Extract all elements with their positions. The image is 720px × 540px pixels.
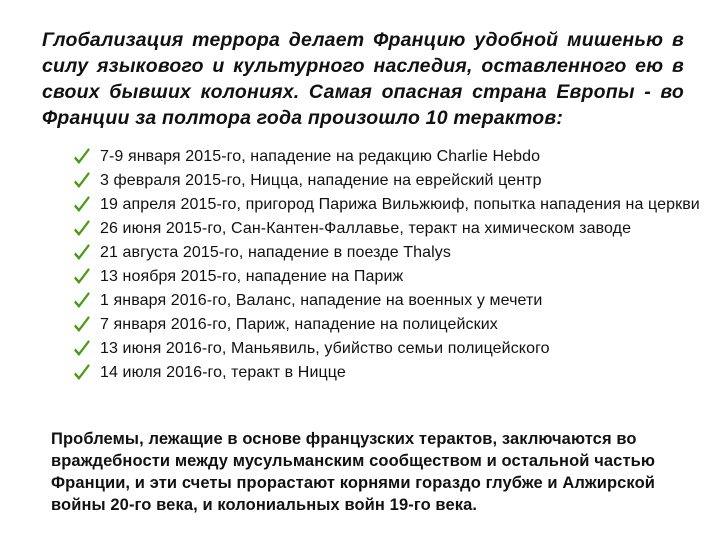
list-item-text: 13 июня 2016-го, Маньявиль, убийство семьи полицейского <box>100 340 550 357</box>
checkmark-icon <box>72 218 92 240</box>
list-item <box>74 218 704 240</box>
intro-paragraph: Глобализация террора делает Францию удобной мишенью в силу языкового и культурного наследия, оставленного ею в своих бывших колониях. Самая опасная страна Европы - во Франции за полтора года произошло 10 терактов: <box>42 29 684 129</box>
checkmark-icon <box>72 242 92 264</box>
checkmark-icon <box>72 338 92 360</box>
list-item <box>74 290 704 312</box>
list-item <box>74 314 704 336</box>
checkmark-icon <box>72 362 92 384</box>
checkmark-icon <box>72 194 92 216</box>
checkmark-icon <box>72 290 92 312</box>
list-item-text: 14 июля 2016-го, теракт в Ницце <box>100 364 346 381</box>
list-item-text: 19 апреля 2015-го, пригород Парижа Вильжюиф, попытка нападения на церкви <box>100 196 700 213</box>
checkmark-icon <box>72 170 92 192</box>
terror-attacks-list <box>74 146 704 384</box>
list-item-text: 21 августа 2015-го, нападение в поезде Thalys <box>100 244 451 261</box>
list-item-text: 3 февраля 2015-го, Ницца, нападение на еврейский центр <box>100 172 542 189</box>
list-item <box>74 194 704 216</box>
checkmark-icon <box>72 266 92 288</box>
list-item-text: 26 июня 2015-го, Сан-Кантен-Фаллавье, теракт на химическом заводе <box>100 220 632 237</box>
checkmark-icon <box>72 146 92 168</box>
list-item <box>74 242 704 264</box>
list-item <box>74 170 704 192</box>
conclusion-paragraph: Проблемы, лежащие в основе французских терактов, заключаются во враждебности между мусульманским сообществом и остальной частью Франции, и эти счеты прорастают корнями гораздо глубже и Алжирской войны 20-го века, и колониальных войн 19-го века. <box>51 430 656 514</box>
list-item <box>74 146 704 168</box>
list-item <box>74 362 704 384</box>
list-item-text: 1 января 2016-го, Валанс, нападение на военных у мечети <box>100 292 543 309</box>
list-item <box>74 338 704 360</box>
list-item <box>74 266 704 288</box>
list-item-text: 7-9 января 2015-го, нападение на редакцию Charlie Hebdo <box>100 148 541 165</box>
checkmark-icon <box>72 314 92 336</box>
list-item-text: 13 ноября 2015-го, нападение на Париж <box>100 268 404 285</box>
list-item-text: 7 января 2016-го, Париж, нападение на полицейских <box>100 316 498 333</box>
